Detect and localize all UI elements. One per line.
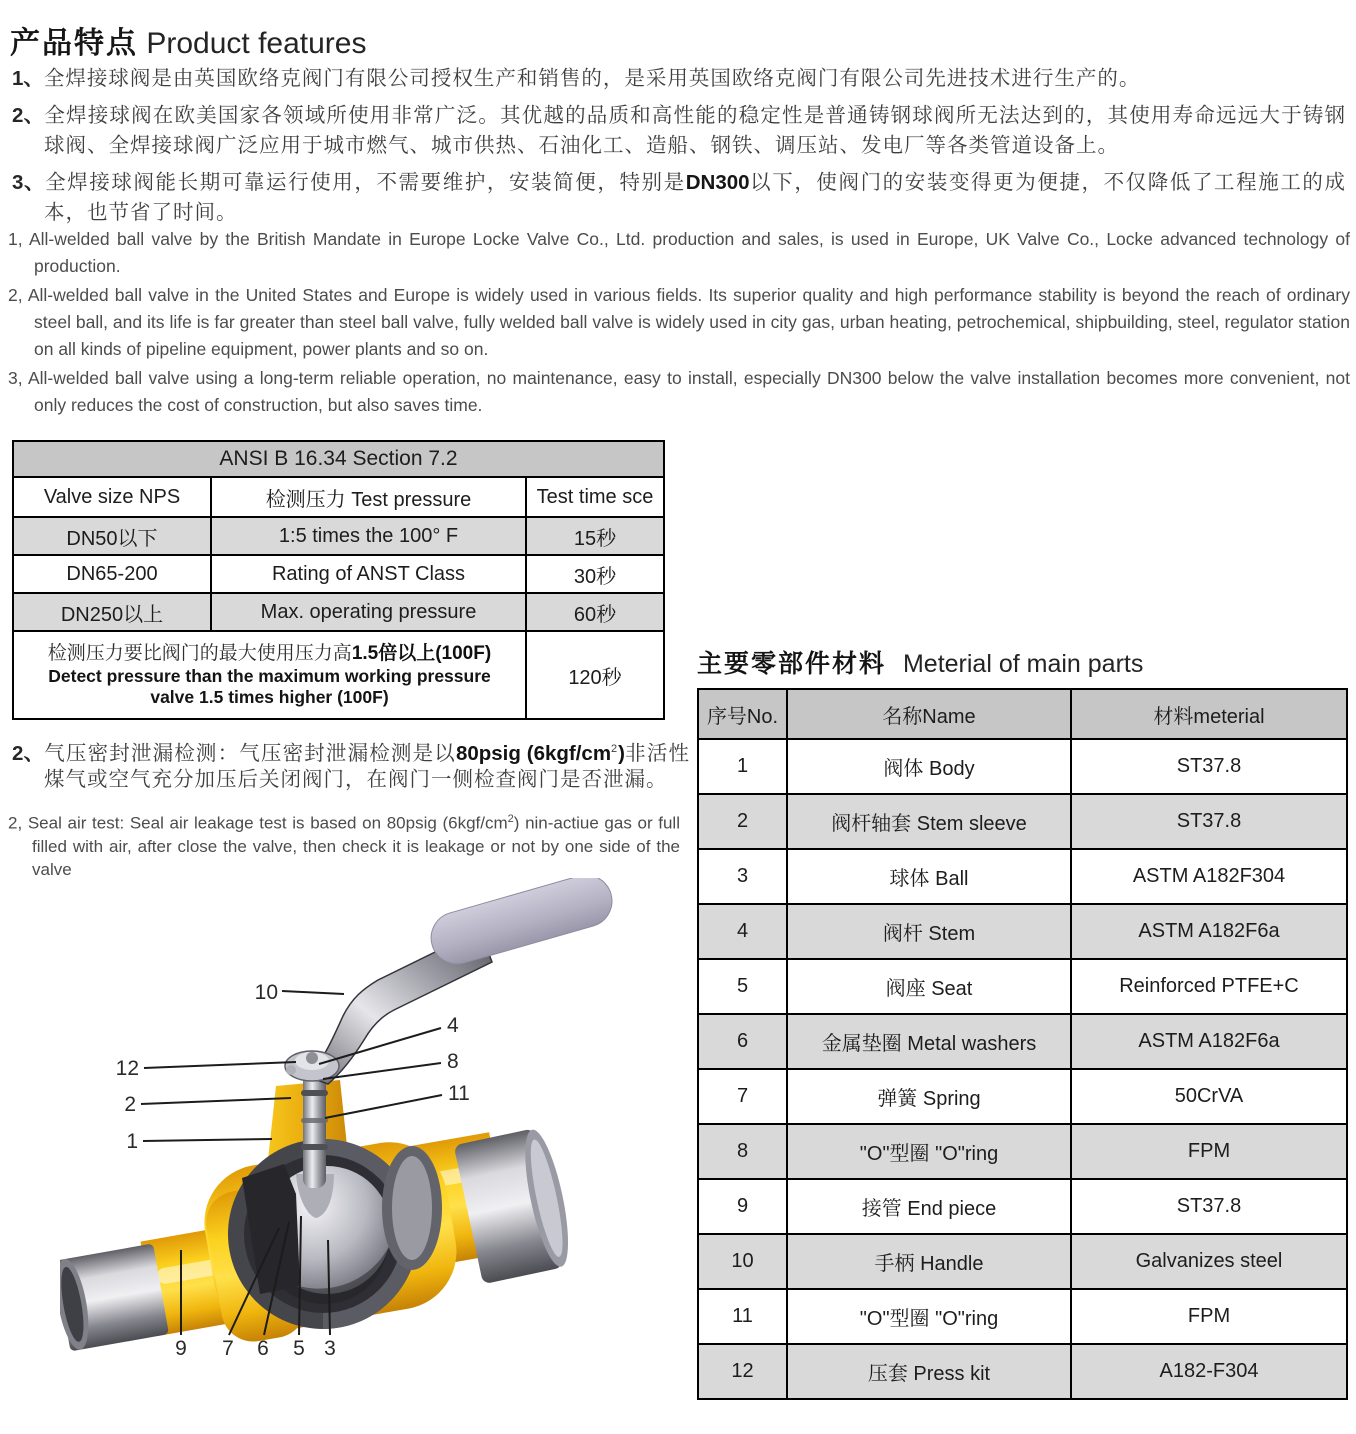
table-row [698, 1014, 1347, 1069]
part-label-11: 11 [448, 1082, 470, 1105]
table-row [698, 794, 1347, 849]
feature-en-1-num: 1, [8, 229, 23, 249]
seal-test-cn-part2: 非活性煤气或空气充分加压后关闭阀门，在阀门一侧检查阀门是否泄漏。 [44, 741, 691, 791]
feature-en-2-num: 2, [8, 285, 23, 305]
table-row [13, 631, 664, 719]
column-header-material: 材料meterial [1071, 689, 1347, 739]
feature-cn-3-text-bold: DN300 [685, 171, 750, 194]
table-cell: Max. operating pressure [211, 593, 526, 631]
table-row [13, 441, 664, 477]
table-cell: 9 [698, 1179, 787, 1234]
table-cell: 阀座 Seat [787, 959, 1071, 1014]
part-label-6: 6 [257, 1337, 269, 1360]
table-cell: ST37.8 [1071, 739, 1347, 794]
table-row [13, 555, 664, 593]
table-cell: "O"型圈 "O"ring [787, 1124, 1071, 1179]
table-cell: 15秒 [526, 517, 664, 555]
part-label-1: 1 [126, 1130, 138, 1153]
table-cell: 接管 End piece [787, 1179, 1071, 1234]
pressure-note-time: 120秒 [526, 631, 664, 719]
table-cell: DN250以上 [13, 593, 211, 631]
table-cell: A182-F304 [1071, 1344, 1347, 1399]
materials-title-en: Meterial of main parts [902, 650, 1144, 678]
feature-en-3-num: 3, [8, 368, 23, 388]
part-label-5: 5 [293, 1337, 305, 1360]
table-cell: ST37.8 [1071, 1179, 1347, 1234]
table-cell: 50CrVA [1071, 1069, 1347, 1124]
table-cell: 10 [698, 1234, 787, 1289]
feature-cn-1 [12, 64, 1346, 94]
feature-en-1-text: All-welded ball valve by the British Mandate in Europe Locke Valve Co., Ltd. production and sales, is used in Europe, UK Valve Co., Locke advanced technology of production. [28, 229, 1350, 276]
table-cell: ASTM A182F6a [1071, 904, 1347, 959]
column-header-test-time: Test time sce [526, 477, 664, 517]
table-row [13, 593, 664, 631]
feature-cn-3 [12, 168, 1346, 228]
table-cell: 1 [698, 739, 787, 794]
table-row [13, 477, 664, 517]
table-cell: "O"型圈 "O"ring [787, 1289, 1071, 1344]
table-cell: 阀杆轴套 Stem sleeve [787, 794, 1071, 849]
feature-cn-3-text-pre: 全焊接球阀能长期可靠运行使用，不需要维护，安装简便，特别是 [45, 171, 686, 194]
table-cell: FPM [1071, 1124, 1347, 1179]
seal-test-en-num: 2, [8, 813, 23, 833]
table-row [698, 849, 1347, 904]
feature-en-2 [8, 282, 1350, 363]
table-cell: 球体 Ball [787, 849, 1071, 904]
pressure-note-en-line2: valve 1.5 times higher (100F) [150, 687, 389, 707]
table-row [698, 1124, 1347, 1179]
table-row [698, 1289, 1347, 1344]
table-cell: 60秒 [526, 593, 664, 631]
column-header-no: 序号No. [698, 689, 787, 739]
seal-test-cn-part1: 气压密封泄漏检测：气压密封泄漏检测是以 [44, 741, 456, 765]
table-cell: 2 [698, 794, 787, 849]
table-cell: Galvanizes steel [1071, 1234, 1347, 1289]
pressure-note-en-line1: Detect pressure than the maximum working pressure [48, 666, 491, 686]
part-label-4: 4 [447, 1014, 459, 1037]
table-row [698, 959, 1347, 1014]
part-label-2: 2 [124, 1093, 136, 1116]
seal-test-cn-num: 2、 [12, 741, 45, 765]
pressure-note-cn [14, 642, 525, 666]
feature-cn-2-text: 全焊接球阀在欧美国家各领域所使用非常广泛。其优越的品质和高性能的稳定性是普通铸钢球阀所无法达到的，其使用寿命远远大于铸钢球阀、全焊接球阀广泛应用于城市燃气、城市供热、石油化工、造船、钢铁、调压站、发电厂等各类管道设备上。 [44, 104, 1347, 157]
part-label-12: 12 [115, 1057, 139, 1080]
feature-cn-3-text-post: 以下，使阀门的安装变得更为便捷，不仅降低了工程施工的成本，也节省了时间。 [44, 171, 1347, 224]
table-cell: 1:5 times the 100° F [211, 517, 526, 555]
part-label-3: 3 [324, 1337, 336, 1360]
feature-cn-3-num: 3、 [12, 171, 46, 194]
table-cell: 8 [698, 1124, 787, 1179]
pressure-table-title: ANSI B 16.34 Section 7.2 [13, 441, 664, 477]
table-cell: 3 [698, 849, 787, 904]
pressure-note-cn-pre: 检测压力要比阀门的最大使用压力高 [47, 643, 352, 664]
feature-cn-1-num: 1、 [12, 67, 44, 90]
column-header-name: 名称Name [787, 689, 1071, 739]
pressure-note-cn-bold: 1.5倍以上(100F) [351, 643, 492, 664]
table-cell: 5 [698, 959, 787, 1014]
table-row [698, 1179, 1347, 1234]
seal-test-cn-bold1: 80psig (6kgf/cm [455, 741, 612, 765]
table-row [698, 904, 1347, 959]
page-title-cn: 产品特点 [10, 27, 138, 60]
feature-en-3 [8, 365, 1350, 419]
seal-test-en-part1: Seal air test: Seal air leakage test is based on 80psig (6kgf/cm [27, 813, 508, 833]
feature-en-1 [8, 226, 1350, 280]
valve-stem-nut [285, 1051, 339, 1081]
feature-en-3-text: All-welded ball valve using a long-term reliable operation, no maintenance, easy to install, especially DN300 below the valve installation becomes more convenient, not only reduces the cost of construction, but also saves time. [27, 368, 1350, 415]
seal-test-en [8, 808, 680, 881]
table-cell: 4 [698, 904, 787, 959]
materials-title-cn: 主要零部件材料 [697, 650, 887, 678]
seal-test-en-part2: ) nin-actiue gas or full filled with air, after close the valve, then check it is leakage or not by one side of the valve [32, 813, 680, 879]
materials-table [697, 688, 1348, 1400]
part-label-10: 10 [254, 981, 278, 1004]
table-cell: 弹簧 Spring [787, 1069, 1071, 1124]
table-row [698, 689, 1347, 739]
table-cell: 阀体 Body [787, 739, 1071, 794]
column-header-valve-size: Valve size NPS [13, 477, 211, 517]
table-cell: Rating of ANST Class [211, 555, 526, 593]
feature-en-2-text: All-welded ball valve in the United States and Europe is widely used in various fields. Its superior quality and high performance stability is beyond the reach of ordinary steel ball, and its life is far greater than steel ball valve, fully welded ball valve is widely used in city gas, urban heating, petrochemical, shipbuilding, steel, regulator station on all kinds of pipeline equipment, power plants and so on. [27, 285, 1350, 359]
table-cell: 6 [698, 1014, 787, 1069]
table-cell: ASTM A182F304 [1071, 849, 1347, 904]
feature-cn-1-text: 全焊接球阀是由英国欧络克阀门有限公司授权生产和销售的，是采用英国欧络克阀门有限公司先进技术进行生产的。 [43, 67, 1141, 90]
valve-diagram [60, 878, 690, 1434]
table-cell: 压套 Press kit [787, 1344, 1071, 1399]
seal-test-cn-bold2: ) [618, 741, 625, 765]
seal-test-cn [12, 736, 690, 793]
table-row [698, 739, 1347, 794]
seal-test-cn-sup: 2 [611, 743, 619, 755]
table-cell: Reinforced PTFE+C [1071, 959, 1347, 1014]
part-label-7: 7 [222, 1337, 234, 1360]
valve-handle-grip [425, 878, 618, 970]
table-cell: DN50以下 [13, 517, 211, 555]
table-cell: ST37.8 [1071, 794, 1347, 849]
materials-title [697, 644, 1143, 680]
table-cell: FPM [1071, 1289, 1347, 1344]
table-cell: 手柄 Handle [787, 1234, 1071, 1289]
pressure-note-en [14, 666, 525, 708]
page-title [10, 18, 366, 62]
table-cell: 阀杆 Stem [787, 904, 1071, 959]
table-row [698, 1234, 1347, 1289]
feature-cn-2-num: 2、 [12, 104, 45, 127]
table-cell: ASTM A182F6a [1071, 1014, 1347, 1069]
table-row [698, 1069, 1347, 1124]
valve-right-pipe-end [454, 1125, 577, 1284]
pressure-note-cell [13, 631, 526, 719]
table-cell: DN65-200 [13, 555, 211, 593]
part-label-9: 9 [175, 1337, 187, 1360]
column-header-test-pressure: 检测压力 Test pressure [211, 477, 526, 517]
table-cell: 12 [698, 1344, 787, 1399]
seal-test-en-sup: 2 [507, 813, 514, 825]
table-row [698, 1344, 1347, 1399]
table-row [13, 517, 664, 555]
page-title-en: Product features [146, 27, 367, 60]
features-list-cn [12, 64, 1346, 235]
table-cell: 7 [698, 1069, 787, 1124]
table-cell: 30秒 [526, 555, 664, 593]
part-label-8: 8 [447, 1050, 459, 1073]
pressure-test-table [12, 440, 665, 720]
features-list-en [8, 226, 1350, 421]
table-cell: 金属垫圈 Metal washers [787, 1014, 1071, 1069]
table-cell: 11 [698, 1289, 787, 1344]
feature-cn-2 [12, 101, 1346, 161]
